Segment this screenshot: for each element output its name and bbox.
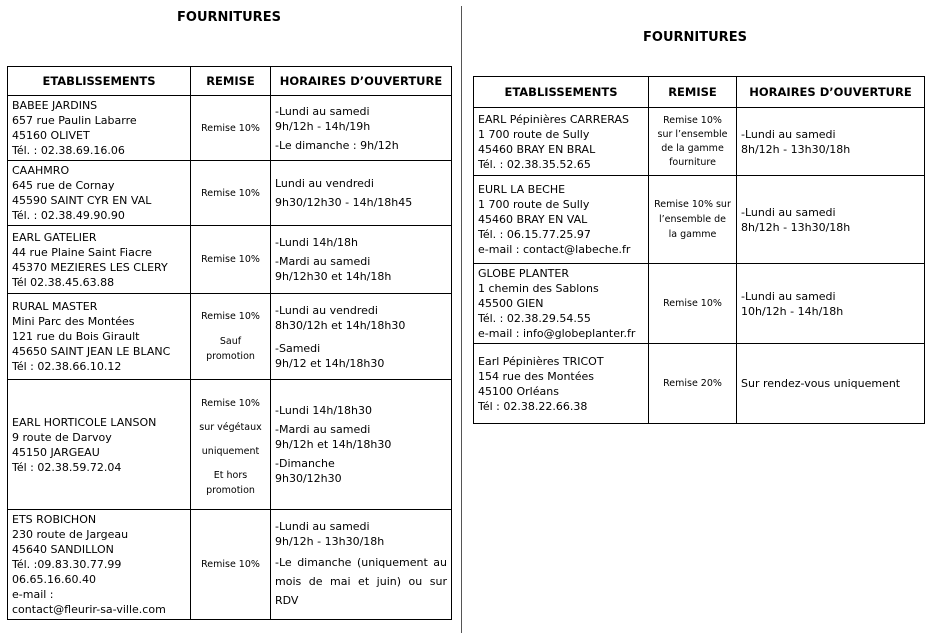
establishment-address: Mini Parc des Montées — [12, 315, 135, 328]
establishment-city: 45100 Orléans — [478, 384, 559, 398]
header-opening-hours: HORAIRES D’OUVERTURE — [271, 67, 452, 96]
discount-cell — [191, 161, 271, 226]
left-page-title: FOURNITURES — [177, 10, 281, 25]
hours-cell — [271, 96, 452, 161]
establishment-email: e-mail : info@globeplanter.fr — [478, 327, 636, 340]
establishment-name: EARL Pépinières CARRERAS — [478, 112, 630, 126]
hours-cell — [271, 380, 452, 510]
establishment-email-label: e-mail : — [12, 588, 54, 601]
discount-text: Remise 10% sur — [654, 199, 731, 210]
table-row — [8, 226, 452, 294]
establishment-name: Earl Pépinières TRICOT — [478, 354, 604, 368]
hours-line: 9h/12 et 14h/18h30 — [275, 356, 385, 370]
discount-text: Remise 10% — [663, 114, 722, 126]
establishment-cell — [8, 510, 191, 620]
establishment-address: 154 rue des Montées — [478, 369, 594, 383]
establishment-address: 44 rue Plaine Saint Fiacre — [12, 245, 152, 259]
discount-text: sur végétaux — [199, 421, 262, 433]
establishment-address: 121 rue du Bois Girault — [12, 330, 140, 343]
discount-text: Remise 10% — [201, 559, 260, 570]
establishment-email: contact@fleurir-sa-ville.com — [12, 603, 166, 616]
hours-line: Sur rendez-vous uniquement — [741, 377, 901, 390]
discount-text: l’ensemble de — [659, 214, 726, 225]
hours-cell — [737, 108, 925, 176]
discount-text: la gamme — [668, 229, 717, 240]
establishment-cell — [8, 380, 191, 510]
header-discount: REMISE — [191, 67, 271, 96]
discount-text: Sauf — [219, 336, 242, 347]
establishment-city: 45370 MEZIERES LES CLERY — [12, 260, 168, 274]
establishment-phone: 06.65.16.60.40 — [12, 573, 96, 586]
hours-line: -Lundi au samedi — [741, 289, 836, 303]
hours-line: 9h/12h30 et 14h/18h — [275, 270, 392, 283]
establishment-cell — [8, 161, 191, 226]
establishment-email: e-mail : contact@labeche.fr — [478, 243, 631, 256]
establishment-address: 657 rue Paulin Labarre — [12, 114, 137, 127]
discount-text: Remise 10% — [201, 187, 260, 199]
discount-text: fourniture — [669, 156, 716, 168]
discount-text: uniquement — [201, 445, 260, 457]
discount-text: Remise 20% — [663, 378, 722, 389]
establishment-address: 645 rue de Cornay — [12, 179, 115, 192]
hours-cell — [737, 176, 925, 264]
discount-text: Remise 10% — [663, 298, 722, 309]
establishment-city: 45150 JARGEAU — [12, 445, 100, 459]
establishment-address: 1 700 route de Sully — [478, 198, 590, 211]
discount-text: Remise 10% — [201, 254, 260, 265]
table-row — [8, 161, 452, 226]
table-row — [474, 344, 925, 424]
table-header-row — [8, 67, 452, 96]
establishment-phone: Tél : 02.38.66.10.12 — [12, 360, 122, 373]
header-discount: REMISE — [649, 77, 737, 108]
right-suppliers-table — [473, 76, 925, 424]
discount-cell — [649, 344, 737, 424]
table-row — [8, 510, 452, 620]
hours-line: -Lundi au samedi — [275, 520, 370, 533]
hours-line: -Lundi au samedi — [275, 104, 370, 118]
establishment-name: EARL HORTICOLE LANSON — [12, 415, 157, 429]
establishment-cell — [474, 264, 649, 344]
discount-text: Remise 10% — [201, 122, 260, 134]
establishment-address: 1 chemin des Sablons — [478, 282, 599, 295]
header-establishments: ETABLISSEMENTS — [8, 67, 191, 96]
establishment-cell — [8, 294, 191, 380]
establishment-cell — [474, 344, 649, 424]
discount-text: Et hors — [213, 469, 248, 481]
discount-text: promotion — [206, 484, 255, 496]
establishment-phone: Tél. :09.83.30.77.99 — [12, 558, 122, 571]
establishment-name: BABEE JARDINS — [12, 99, 98, 112]
hours-line: -Mardi au samedi — [275, 255, 371, 268]
establishment-city: 45460 BRAY EN BRAL — [478, 142, 596, 156]
hours-cell — [737, 344, 925, 424]
hours-line: 8h/12h - 13h30/18h — [741, 142, 851, 156]
establishment-address: 1 700 route de Sully — [478, 127, 590, 141]
hours-line: -Lundi 14h/18h — [275, 236, 359, 249]
establishment-phone: Tél : 02.38.59.72.04 — [12, 460, 122, 474]
establishment-phone: Tél. : 02.38.69.16.06 — [12, 144, 125, 157]
table-row — [474, 264, 925, 344]
establishment-city: 45160 OLIVET — [12, 129, 90, 142]
discount-cell — [191, 294, 271, 380]
establishment-phone: Tél 02.38.45.63.88 — [12, 275, 115, 289]
discount-cell — [191, 380, 271, 510]
table-row — [474, 108, 925, 176]
hours-cell — [737, 264, 925, 344]
establishment-phone: Tél. : 02.38.35.52.65 — [478, 157, 591, 171]
establishment-phone: Tél. : 02.38.29.54.55 — [478, 312, 591, 325]
hours-line: -Lundi 14h/18h30 — [275, 404, 373, 417]
header-establishments: ETABLISSEMENTS — [474, 77, 649, 108]
hours-line: -Dimanche — [275, 457, 335, 470]
hours-line: 8h/12h - 13h30/18h — [741, 220, 851, 234]
discount-text: Remise 10% — [201, 397, 260, 409]
establishment-phone: Tél. : 02.38.49.90.90 — [12, 209, 125, 222]
establishment-cell — [8, 226, 191, 294]
hours-line: -Le dimanche (uniquement au mois de mai et juin) ou sur RDV — [275, 556, 447, 607]
column-divider — [461, 6, 462, 633]
hours-line: -Lundi au vendredi — [275, 303, 378, 317]
hours-line: 9h30/12h30 — [275, 472, 342, 485]
hours-cell — [271, 161, 452, 226]
establishment-name: GLOBE PLANTER — [478, 267, 569, 280]
hours-line: -Le dimanche : 9h/12h — [275, 138, 399, 152]
hours-cell — [271, 294, 452, 380]
hours-line: 9h/12h et 14h/18h30 — [275, 438, 392, 451]
right-page-title: FOURNITURES — [643, 30, 747, 45]
discount-text: sur l’ensemble — [657, 128, 728, 140]
establishment-phone: Tél : 02.38.22.66.38 — [478, 399, 588, 413]
hours-line: -Lundi au samedi — [741, 127, 836, 141]
table-header-row — [474, 77, 925, 108]
discount-text: de la gamme — [661, 142, 724, 154]
discount-cell — [649, 108, 737, 176]
hours-cell — [271, 226, 452, 294]
discount-cell — [191, 226, 271, 294]
discount-text: promotion — [206, 351, 255, 362]
establishment-name: EURL LA BECHE — [478, 183, 566, 196]
hours-line: -Samedi — [275, 341, 321, 355]
table-row — [8, 96, 452, 161]
hours-line: 8h30/12h et 14h/18h30 — [275, 318, 406, 332]
establishment-city: 45500 GIEN — [478, 297, 544, 310]
establishment-phone: Tél. : 06.15.77.25.97 — [478, 228, 591, 241]
establishment-address: 9 route de Darvoy — [12, 430, 112, 444]
establishment-cell — [8, 96, 191, 161]
hours-line: 9h30/12h30 - 14h/18h45 — [275, 196, 413, 209]
hours-line: -Lundi au samedi — [741, 205, 836, 219]
discount-cell — [649, 176, 737, 264]
discount-cell — [191, 96, 271, 161]
establishment-city: 45590 SAINT CYR EN VAL — [12, 194, 152, 207]
table-row — [8, 380, 452, 510]
establishment-address: 230 route de Jargeau — [12, 528, 129, 541]
hours-line: Lundi au vendredi — [275, 177, 374, 190]
establishment-name: RURAL MASTER — [12, 300, 98, 313]
hours-line: 9h/12h - 13h30/18h — [275, 535, 385, 548]
table-row — [8, 294, 452, 380]
establishment-name: CAAHMRO — [12, 164, 70, 177]
establishment-name: ETS ROBICHON — [12, 513, 97, 526]
hours-line: 10h/12h - 14h/18h — [741, 304, 844, 318]
table-row — [474, 176, 925, 264]
establishment-cell — [474, 108, 649, 176]
establishment-city: 45650 SAINT JEAN LE BLANC — [12, 345, 171, 358]
discount-cell — [649, 264, 737, 344]
header-opening-hours: HORAIRES D’OUVERTURE — [737, 77, 925, 108]
hours-line: -Mardi au samedi — [275, 423, 371, 436]
establishment-city: 45460 BRAY EN VAL — [478, 213, 588, 226]
establishment-cell — [474, 176, 649, 264]
left-suppliers-table — [7, 66, 452, 620]
hours-cell — [271, 510, 452, 620]
establishment-city: 45640 SANDILLON — [12, 543, 114, 556]
establishment-name: EARL GATELIER — [12, 230, 97, 244]
hours-line: 9h/12h - 14h/19h — [275, 119, 371, 133]
discount-cell — [191, 510, 271, 620]
discount-text: Remise 10% — [201, 311, 260, 322]
